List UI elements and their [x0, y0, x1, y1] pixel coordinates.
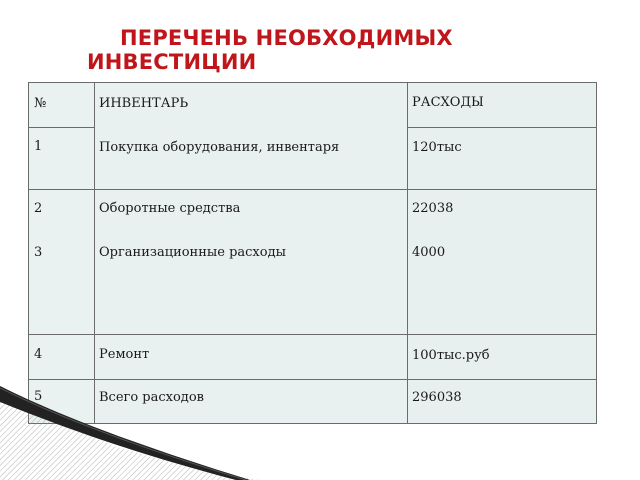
row-1-item: Покупка оборудования, инвентаря — [99, 140, 340, 155]
num-row-line-3 — [28, 334, 94, 335]
row-4-number: 4 — [34, 347, 43, 362]
header-inventory: ИНВЕНТАРЬ — [99, 96, 189, 111]
row-2-number: 2 — [34, 201, 43, 216]
exp-row-line-2 — [407, 189, 597, 190]
row-4-amount: 100тыс.руб — [412, 348, 490, 363]
exp-row-line-3 — [407, 334, 597, 335]
table-border-right — [596, 82, 597, 424]
investments-table — [28, 82, 597, 424]
table-border-top — [28, 82, 597, 83]
exp-row-line-4 — [407, 379, 597, 380]
num-row-line-4 — [28, 379, 94, 380]
row-3-item: Организационные расходы — [99, 245, 286, 260]
row-1-number: 1 — [34, 139, 43, 154]
inv-row-line-2 — [94, 334, 407, 335]
table-border-left — [28, 82, 29, 424]
column-divider-1 — [94, 82, 95, 424]
row-1-amount: 120тыс — [412, 140, 462, 155]
row-2-item: Оборотные средства — [99, 201, 241, 216]
decorative-swoosh — [0, 386, 260, 480]
row-2-amount: 22038 — [412, 201, 454, 216]
exp-row-line-1 — [407, 127, 597, 128]
row-3-amount: 4000 — [412, 245, 446, 260]
header-expenses: РАСХОДЫ — [412, 95, 484, 110]
row-5-amount: 296038 — [412, 390, 462, 405]
column-divider-2 — [407, 82, 408, 424]
row-5-number: 5 — [34, 389, 43, 404]
title-line-1: ПЕРЕЧЕНЬ НЕОБХОДИМЫХ — [120, 26, 453, 50]
inv-row-line-1 — [94, 189, 407, 190]
row-3-number: 3 — [34, 245, 43, 260]
row-5-item: Всего расходов — [99, 390, 204, 405]
num-row-line-2 — [28, 189, 94, 190]
row-4-item: Ремонт — [99, 347, 150, 362]
title-line-2: ИНВЕСТИЦИИ — [87, 50, 257, 74]
inv-row-line-3 — [94, 379, 407, 380]
num-row-line-1 — [28, 127, 94, 128]
header-number: № — [34, 96, 47, 111]
